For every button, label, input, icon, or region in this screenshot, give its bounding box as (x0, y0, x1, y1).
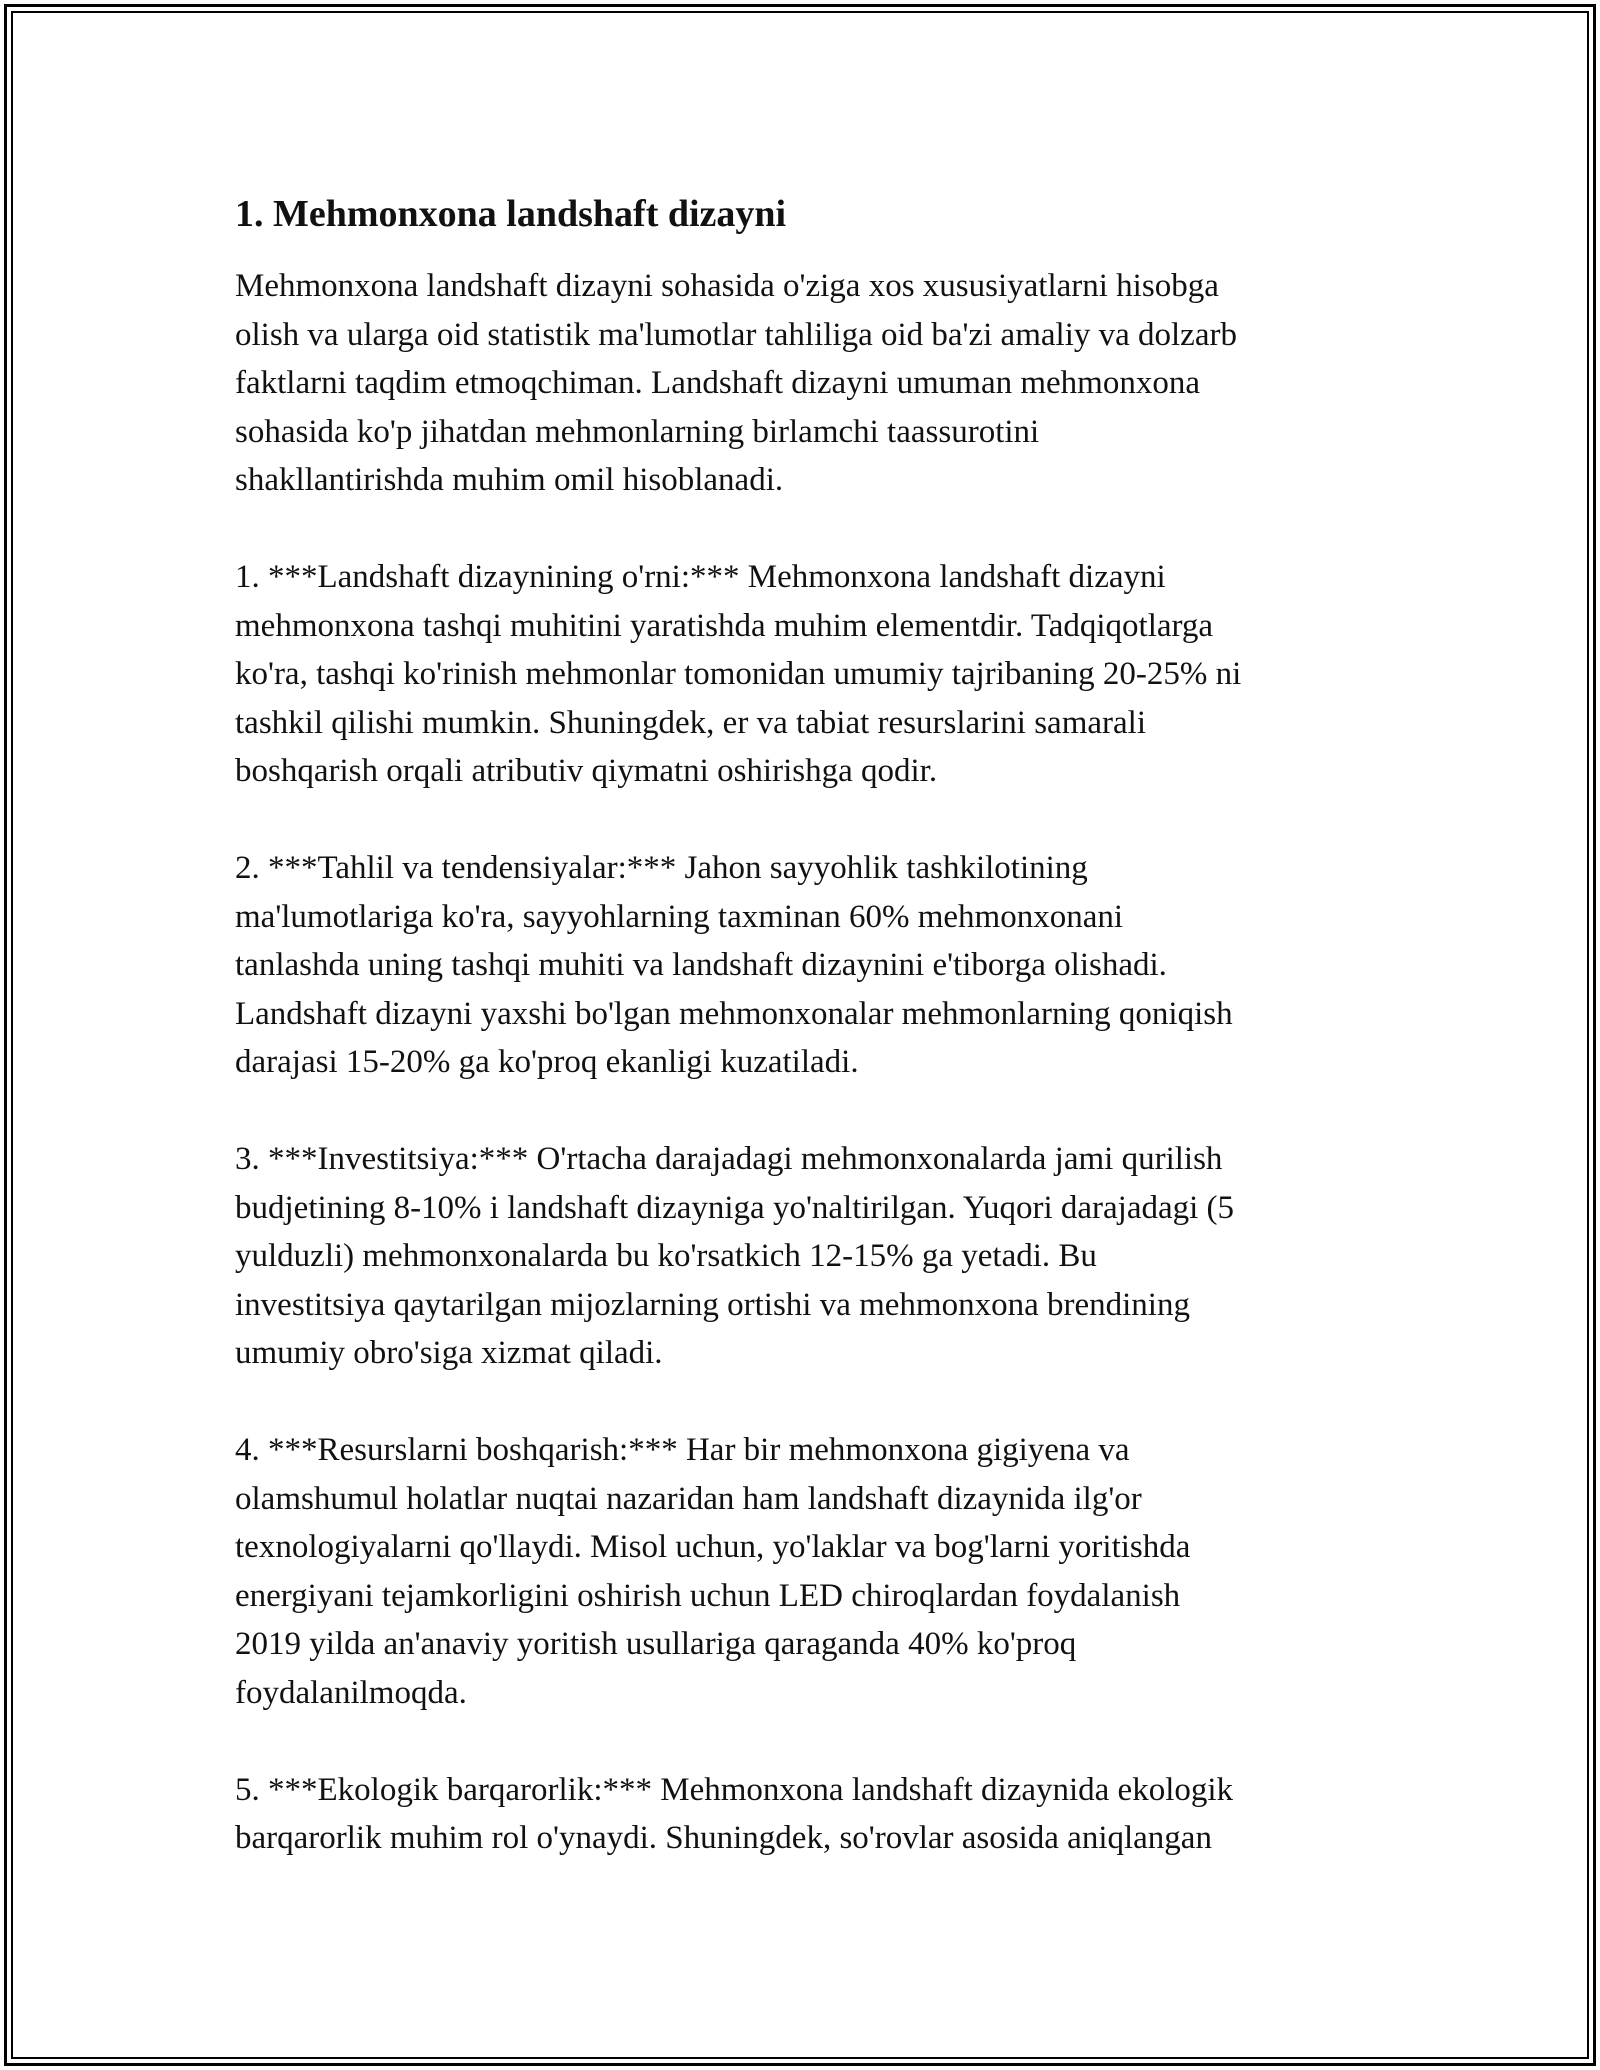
document-title: 1. Mehmonxona landshaft dizayni (235, 193, 787, 235)
paragraph-ekologik-barqarorlik: 5. ***Ekologik barqarorlik:*** Mehmonxona landshaft dizaynida ekologik barqarorlik muhim rol o'ynaydi. Shuningdek, so'rovlar asosida aniqlangan (235, 1771, 1234, 1856)
intro-paragraph: Mehmonxona landshaft dizayni sohasida o'ziga xos xususiyatlarni hisobga olish va ularga oid statistik ma'lumotlar tahliliga oid ba'zi amaliy va dolzarb faktlarni taqdim etmoqchiman. Landshaft dizayni umuman mehmonxona sohasida ko'p jihatdan mehmonlarning birlamchi taassurotini shakllantirishda muhim omil hisoblanadi. (235, 268, 1237, 498)
paragraph-resurslarni-boshqarish: 4. ***Resurslarni boshqarish:*** Har bir mehmonxona gigiyena va olamshumul holatlar nuqtai nazaridan ham landshaft dizaynida ilg'or texnologiyalarni qo'llaydi. Misol uchun, yo'laklar va bog'larni yoritishda energiyani tejamkorligini oshirish uchun LED chiroqlardan foydalanish 2019 yilda an'anaviy yoritish usullariga qaraganda 40% ko'proq foydalanilmoqda. (235, 1432, 1191, 1711)
paragraph-landshaft-orni: 1. ***Landshaft dizaynining o'rni:*** Mehmonxona landshaft dizayni mehmonxona tashqi muhitini yaratishda muhim elementdir. Tadqiqotlarga ko'ra, tashqi ko'rinish mehmonlar tomonidan umumiy tajribaning 20-25% ni tashkil qilishi mumkin. Shuningdek, er va tabiat resurslarini samarali boshqarish orqali atributiv qiymatni oshirishga qodir. (235, 559, 1242, 789)
document-body (235, 186, 1365, 1911)
paragraph-tahlil-tendensiyalar: 2. ***Tahlil va tendensiyalar:*** Jahon sayyohlik tashkilotining ma'lumotlariga ko'ra, sayyohlarning taxminan 60% mehmonxonani tanlashda uning tashqi muhiti va landshaft dizaynini e'tiborga olishadi. Landshaft dizayni yaxshi bo'lgan mehmonxonalar mehmonlarning qoniqish darajasi 15-20% ga ko'proq ekanligi kuzatiladi. (235, 850, 1233, 1080)
paragraph-investitsiya: 3. ***Investitsiya:*** O'rtacha darajadagi mehmonxonalarda jami qurilish budjetining 8-10% i landshaft dizayniga yo'naltirilgan. Yuqori darajadagi (5 yulduzli) mehmonxonalarda bu ko'rsatkich 12-15% ga yetadi. Bu investitsiya qaytarilgan mijozlarning ortishi va mehmonxona brendining umumiy obro'siga xizmat qiladi. (235, 1141, 1235, 1371)
